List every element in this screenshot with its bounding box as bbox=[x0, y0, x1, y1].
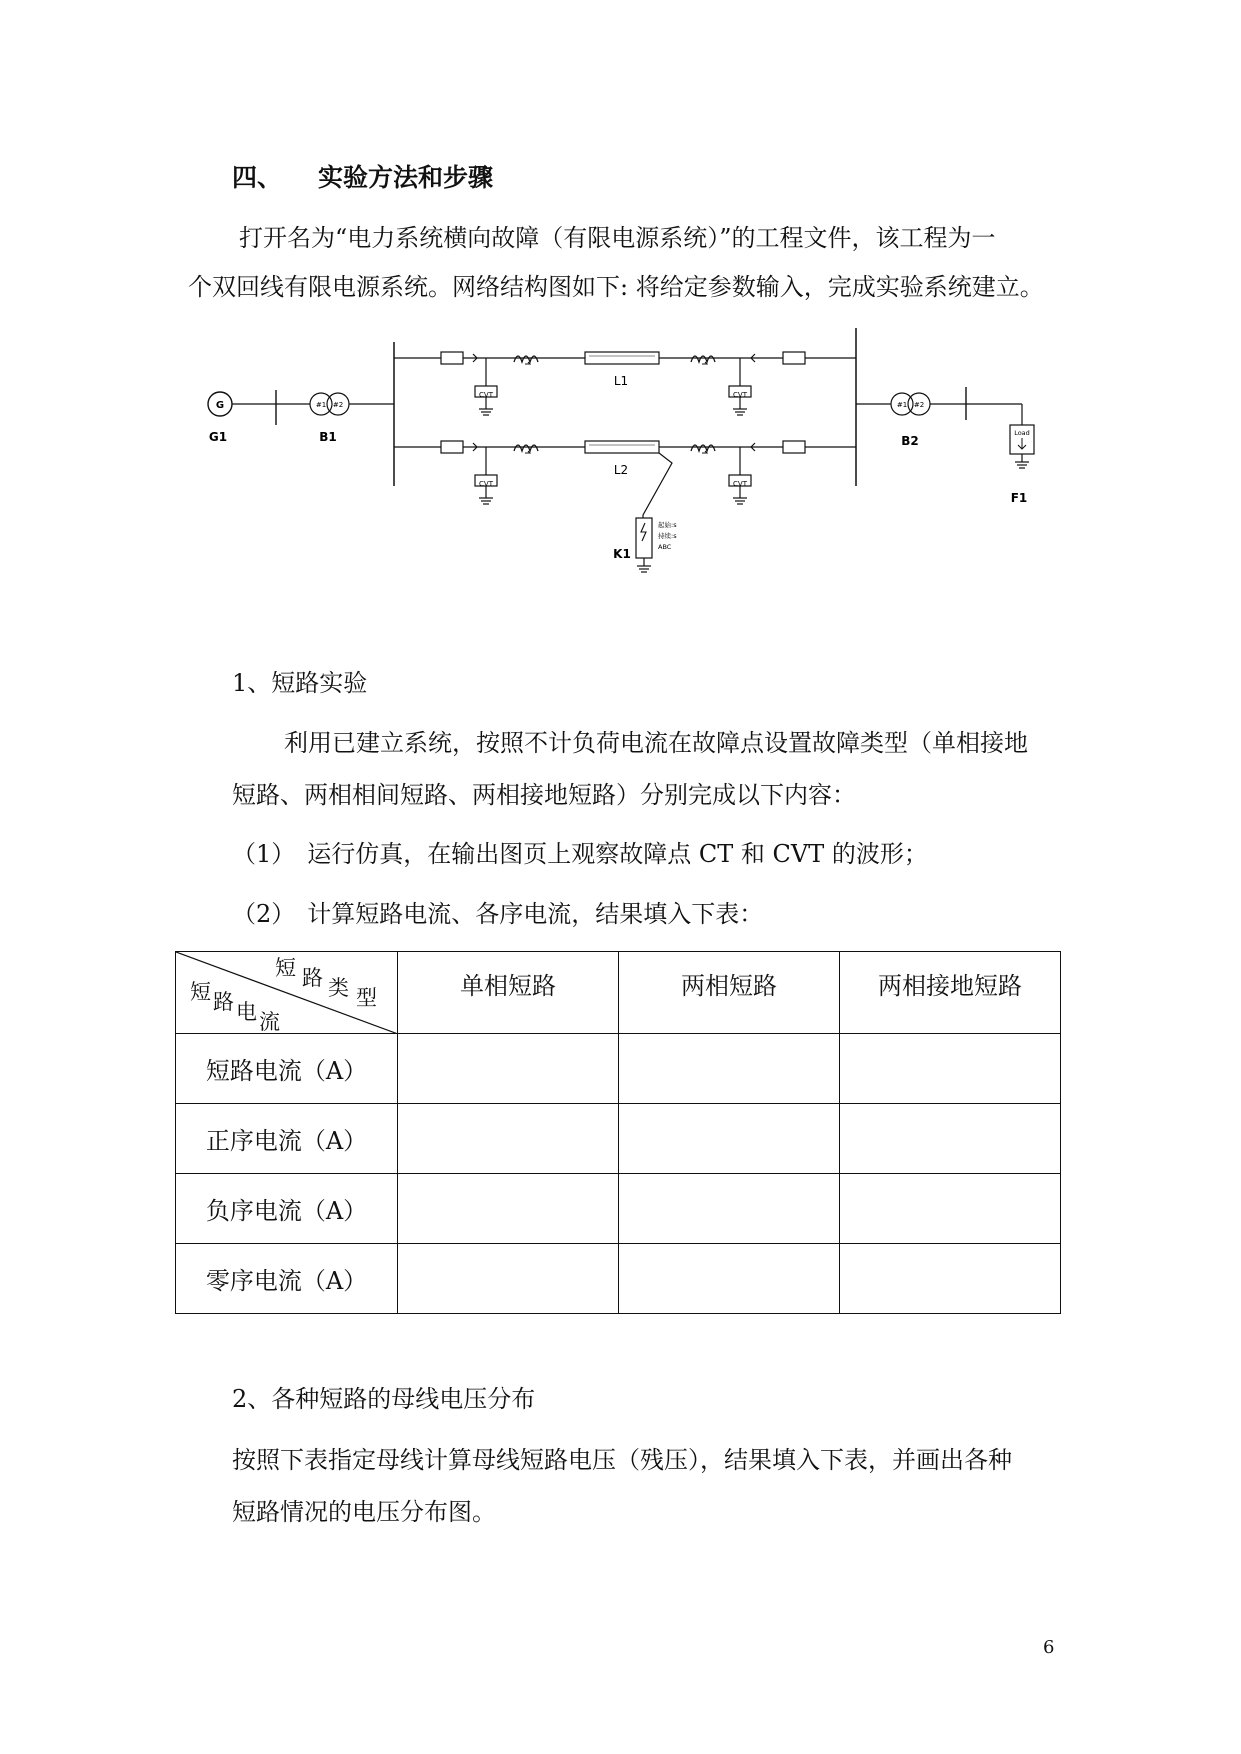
step-1-text: 运行仿真，在输出图页上观察故障点 CT 和 CVT 的波形； bbox=[307, 840, 928, 868]
step-2-text: 计算短路电流、各序电流，结果填入下表： bbox=[307, 900, 764, 928]
table-cell[interactable] bbox=[398, 1034, 619, 1104]
table-cell[interactable] bbox=[840, 1174, 1061, 1244]
row-header: 负序电流（A） bbox=[176, 1174, 398, 1244]
svg-text:CVT: CVT bbox=[479, 391, 493, 399]
table-cell[interactable] bbox=[619, 1104, 840, 1174]
svg-text:#1: #1 bbox=[896, 401, 908, 409]
svg-text:#2: #2 bbox=[332, 401, 344, 409]
experiment2-desc-line-2: 短路情况的电压分布图。 bbox=[232, 1498, 496, 1526]
experiment1-title: 1、短路实验 bbox=[232, 669, 368, 697]
experiment2-title: 2、各种短路的母线电压分布 bbox=[232, 1385, 536, 1413]
experiment2-desc-line-1: 按照下表指定母线计算母线短路电压（残压），结果填入下表，并画出各种 bbox=[232, 1446, 1012, 1474]
step-2-number: （2） bbox=[232, 900, 296, 928]
svg-text:#2: #2 bbox=[913, 401, 925, 409]
table-cell[interactable] bbox=[398, 1104, 619, 1174]
label-k1: K1 bbox=[613, 547, 631, 561]
svg-text:CVT: CVT bbox=[479, 480, 493, 488]
section-number: 四、 bbox=[232, 163, 283, 192]
experiment1-desc-line-1: 利用已建立系统，按照不计负荷电流在故障点设置故障类型（单相接地 bbox=[284, 729, 1028, 757]
svg-text:ABC: ABC bbox=[658, 543, 672, 551]
generator-g1 bbox=[208, 392, 232, 444]
step-1 bbox=[232, 842, 928, 866]
line-l2-branch bbox=[394, 441, 856, 504]
table-cell[interactable] bbox=[619, 1174, 840, 1244]
table-row bbox=[176, 1244, 1061, 1314]
intro-line-1: 打开名为“电力系统横向故障（有限电源系统）”的工程文件，该工程为一 bbox=[239, 224, 996, 252]
svg-text:CVT: CVT bbox=[733, 391, 747, 399]
transformer-b1 bbox=[310, 393, 349, 444]
label-b2: B2 bbox=[901, 434, 919, 448]
table-cell[interactable] bbox=[840, 1244, 1061, 1314]
svg-text:Load: Load bbox=[1014, 429, 1030, 437]
section-title: 实验方法和步骤 bbox=[318, 163, 494, 192]
svg-text:起始:s: 起始:s bbox=[658, 521, 677, 529]
load-f1 bbox=[1010, 425, 1034, 505]
breaker-l1-right bbox=[783, 352, 805, 364]
label-l2: L2 bbox=[613, 463, 629, 477]
table-row bbox=[176, 1174, 1061, 1244]
label-f1: F1 bbox=[1010, 491, 1028, 505]
breaker-l1-left bbox=[441, 352, 463, 364]
column-header: 单相短路 bbox=[398, 952, 619, 1034]
table-cell[interactable] bbox=[840, 1104, 1061, 1174]
label-l1: L1 bbox=[613, 374, 629, 388]
svg-text:#1: #1 bbox=[315, 401, 327, 409]
network-structure-diagram bbox=[180, 320, 1060, 580]
section-heading bbox=[232, 158, 493, 194]
table-cell[interactable] bbox=[398, 1174, 619, 1244]
line-l1 bbox=[585, 352, 659, 364]
row-header: 短路电流（A） bbox=[176, 1034, 398, 1104]
svg-text:持续:s: 持续:s bbox=[658, 532, 677, 540]
label-b1: B1 bbox=[319, 430, 337, 444]
short-circuit-table bbox=[175, 951, 1061, 1314]
table-cell[interactable] bbox=[840, 1034, 1061, 1104]
line-l1-branch bbox=[394, 352, 856, 415]
step-2 bbox=[232, 902, 763, 926]
generator-symbol: G bbox=[215, 400, 225, 411]
breaker-l2-left bbox=[441, 441, 463, 453]
intro-line-2: 个双回线有限电源系统。网络结构图如下: 将给定参数输入，完成实验系统建立。 bbox=[188, 273, 1044, 301]
row-header: 零序电流（A） bbox=[176, 1244, 398, 1314]
line-l2 bbox=[585, 441, 659, 453]
column-header: 两相短路 bbox=[619, 952, 840, 1034]
table-cell[interactable] bbox=[619, 1034, 840, 1104]
row-header: 正序电流（A） bbox=[176, 1104, 398, 1174]
table-row bbox=[176, 1104, 1061, 1174]
label-g1: G1 bbox=[208, 430, 228, 444]
column-header: 两相接地短路 bbox=[840, 952, 1061, 1034]
table-corner-cell: 短 路 类 型 短 路 电 流 bbox=[176, 952, 398, 1034]
step-1-number: （1） bbox=[232, 840, 296, 868]
breaker-l2-right bbox=[783, 441, 805, 453]
table-row bbox=[176, 1034, 1061, 1104]
table-cell[interactable] bbox=[398, 1244, 619, 1314]
svg-text:CVT: CVT bbox=[733, 480, 747, 488]
experiment1-desc-line-2: 短路、两相相间短路、两相接地短路）分别完成以下内容： bbox=[232, 781, 856, 809]
page-number: 6 bbox=[1043, 1637, 1055, 1658]
transformer-b2 bbox=[891, 393, 930, 448]
table-cell[interactable] bbox=[619, 1244, 840, 1314]
table-header-row bbox=[176, 952, 1061, 1034]
